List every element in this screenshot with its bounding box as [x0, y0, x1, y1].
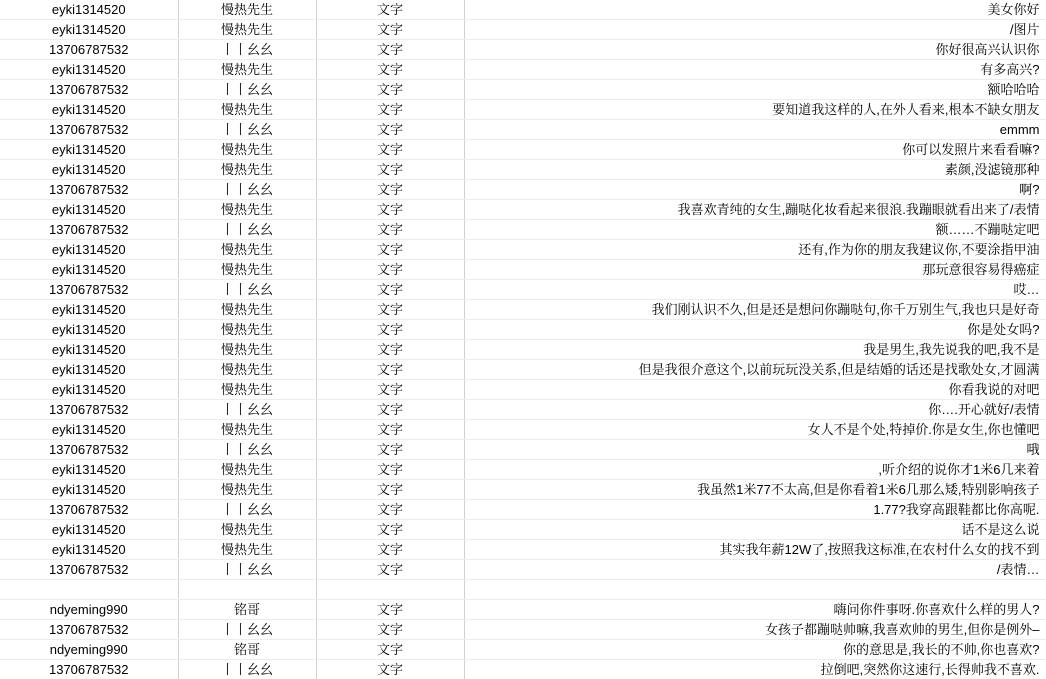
cell-nickname[interactable]: 慢热先生: [178, 360, 316, 380]
cell-message[interactable]: [464, 580, 1046, 600]
cell-msg-type[interactable]: 文字: [316, 180, 464, 200]
cell-nickname[interactable]: 丨丨幺幺: [178, 220, 316, 240]
cell-msg-type[interactable]: [316, 580, 464, 600]
cell-message[interactable]: 哎…: [464, 280, 1046, 300]
cell-msg-type[interactable]: 文字: [316, 60, 464, 80]
table-row[interactable]: [0, 580, 1046, 600]
cell-account[interactable]: eyki1314520: [0, 320, 178, 340]
cell-account[interactable]: 13706787532: [0, 120, 178, 140]
cell-message[interactable]: 1.77?我穿高跟鞋都比你高呢.: [464, 500, 1046, 520]
cell-message[interactable]: 你的意思是,我长的不帅,你也喜欢?: [464, 640, 1046, 660]
cell-msg-type[interactable]: 文字: [316, 280, 464, 300]
cell-message[interactable]: 你好很高兴认识你: [464, 40, 1046, 60]
cell-account[interactable]: eyki1314520: [0, 60, 178, 80]
cell-message[interactable]: 我虽然1米77不太高,但是你看着1米6几那么矮,特别影响孩子: [464, 480, 1046, 500]
cell-nickname[interactable]: 慢热先生: [178, 240, 316, 260]
table-row[interactable]: [0, 600, 1046, 620]
cell-message[interactable]: 你看我说的对吧: [464, 380, 1046, 400]
cell-nickname[interactable]: 铭哥: [178, 640, 316, 660]
table-row[interactable]: [0, 320, 1046, 340]
cell-account[interactable]: eyki1314520: [0, 360, 178, 380]
cell-msg-type[interactable]: 文字: [316, 160, 464, 180]
table-row[interactable]: [0, 220, 1046, 240]
cell-account[interactable]: ndyeming990: [0, 640, 178, 660]
cell-nickname[interactable]: 丨丨幺幺: [178, 560, 316, 580]
cell-nickname[interactable]: 慢热先生: [178, 420, 316, 440]
cell-nickname[interactable]: 铭哥: [178, 600, 316, 620]
cell-account[interactable]: eyki1314520: [0, 160, 178, 180]
cell-account[interactable]: 13706787532: [0, 40, 178, 60]
cell-nickname[interactable]: 慢热先生: [178, 340, 316, 360]
cell-message[interactable]: 嗨问你件事呀.你喜欢什么样的男人?: [464, 600, 1046, 620]
cell-account[interactable]: eyki1314520: [0, 540, 178, 560]
cell-msg-type[interactable]: 文字: [316, 140, 464, 160]
cell-account[interactable]: eyki1314520: [0, 340, 178, 360]
cell-nickname[interactable]: 慢热先生: [178, 540, 316, 560]
table-row[interactable]: [0, 160, 1046, 180]
cell-message[interactable]: emmm: [464, 120, 1046, 140]
cell-message[interactable]: 你是处女吗?: [464, 320, 1046, 340]
cell-message[interactable]: 女人不是个处,特掉价.你是女生,你也懂吧: [464, 420, 1046, 440]
table-row[interactable]: [0, 80, 1046, 100]
cell-message[interactable]: 女孩子都蹦哒帅嘛,我喜欢帅的男生,但你是例外–: [464, 620, 1046, 640]
cell-account[interactable]: eyki1314520: [0, 380, 178, 400]
table-row[interactable]: [0, 40, 1046, 60]
cell-nickname[interactable]: 丨丨幺幺: [178, 400, 316, 420]
cell-msg-type[interactable]: 文字: [316, 100, 464, 120]
cell-nickname[interactable]: 慢热先生: [178, 60, 316, 80]
cell-nickname[interactable]: 丨丨幺幺: [178, 120, 316, 140]
cell-msg-type[interactable]: 文字: [316, 0, 464, 20]
cell-msg-type[interactable]: 文字: [316, 40, 464, 60]
table-row[interactable]: [0, 520, 1046, 540]
cell-nickname[interactable]: 丨丨幺幺: [178, 620, 316, 640]
cell-msg-type[interactable]: 文字: [316, 340, 464, 360]
cell-nickname[interactable]: 慢热先生: [178, 140, 316, 160]
cell-message[interactable]: 美女你好: [464, 0, 1046, 20]
cell-msg-type[interactable]: 文字: [316, 640, 464, 660]
cell-account[interactable]: eyki1314520: [0, 300, 178, 320]
cell-account[interactable]: 13706787532: [0, 280, 178, 300]
table-row[interactable]: [0, 660, 1046, 679]
table-row[interactable]: [0, 640, 1046, 660]
cell-nickname[interactable]: 慢热先生: [178, 380, 316, 400]
cell-nickname[interactable]: 丨丨幺幺: [178, 180, 316, 200]
table-row[interactable]: [0, 400, 1046, 420]
cell-msg-type[interactable]: 文字: [316, 660, 464, 679]
cell-account[interactable]: eyki1314520: [0, 140, 178, 160]
cell-msg-type[interactable]: 文字: [316, 20, 464, 40]
cell-nickname[interactable]: 慢热先生: [178, 300, 316, 320]
table-row[interactable]: [0, 480, 1046, 500]
cell-nickname[interactable]: 慢热先生: [178, 20, 316, 40]
cell-msg-type[interactable]: 文字: [316, 300, 464, 320]
table-row[interactable]: [0, 300, 1046, 320]
cell-nickname[interactable]: 慢热先生: [178, 0, 316, 20]
cell-msg-type[interactable]: 文字: [316, 440, 464, 460]
cell-account[interactable]: [0, 580, 178, 600]
table-row[interactable]: [0, 620, 1046, 640]
cell-message[interactable]: ,听介绍的说你才1米6几来着: [464, 460, 1046, 480]
table-row[interactable]: [0, 200, 1046, 220]
cell-msg-type[interactable]: 文字: [316, 420, 464, 440]
cell-message[interactable]: 其实我年薪12W了,按照我这标准,在农村什么女的找不到: [464, 540, 1046, 560]
cell-msg-type[interactable]: 文字: [316, 480, 464, 500]
cell-msg-type[interactable]: 文字: [316, 120, 464, 140]
cell-nickname[interactable]: 慢热先生: [178, 460, 316, 480]
table-row[interactable]: [0, 180, 1046, 200]
table-row[interactable]: [0, 140, 1046, 160]
table-row[interactable]: [0, 260, 1046, 280]
table-row[interactable]: [0, 60, 1046, 80]
cell-message[interactable]: 额哈哈哈: [464, 80, 1046, 100]
cell-message[interactable]: /图片: [464, 20, 1046, 40]
cell-message[interactable]: 还有,作为你的朋友我建议你,不要涂指甲油: [464, 240, 1046, 260]
cell-account[interactable]: eyki1314520: [0, 520, 178, 540]
table-row[interactable]: [0, 20, 1046, 40]
cell-nickname[interactable]: 丨丨幺幺: [178, 280, 316, 300]
cell-msg-type[interactable]: 文字: [316, 380, 464, 400]
table-row[interactable]: [0, 280, 1046, 300]
cell-account[interactable]: 13706787532: [0, 400, 178, 420]
table-row[interactable]: [0, 460, 1046, 480]
cell-account[interactable]: 13706787532: [0, 560, 178, 580]
table-row[interactable]: [0, 360, 1046, 380]
table-row[interactable]: [0, 420, 1046, 440]
table-row[interactable]: [0, 240, 1046, 260]
cell-account[interactable]: eyki1314520: [0, 0, 178, 20]
cell-message[interactable]: 但是我很介意这个,以前玩玩没关系,但是结婚的话还是找歌处女,才圆满: [464, 360, 1046, 380]
cell-msg-type[interactable]: 文字: [316, 200, 464, 220]
cell-message[interactable]: 拉倒吧,突然你这速行,长得帅我不喜欢.: [464, 660, 1046, 679]
cell-message[interactable]: 那玩意很容易得癌症: [464, 260, 1046, 280]
cell-msg-type[interactable]: 文字: [316, 260, 464, 280]
cell-msg-type[interactable]: 文字: [316, 600, 464, 620]
cell-nickname[interactable]: 丨丨幺幺: [178, 80, 316, 100]
cell-msg-type[interactable]: 文字: [316, 540, 464, 560]
cell-msg-type[interactable]: 文字: [316, 620, 464, 640]
cell-account[interactable]: 13706787532: [0, 80, 178, 100]
cell-account[interactable]: 13706787532: [0, 660, 178, 679]
cell-msg-type[interactable]: 文字: [316, 560, 464, 580]
table-row[interactable]: [0, 380, 1046, 400]
cell-message[interactable]: 哦: [464, 440, 1046, 460]
cell-message[interactable]: 额……不蹦哒定吧: [464, 220, 1046, 240]
cell-msg-type[interactable]: 文字: [316, 460, 464, 480]
table-row[interactable]: [0, 540, 1046, 560]
cell-message[interactable]: 我是男生,我先说我的吧,我不是: [464, 340, 1046, 360]
cell-nickname[interactable]: 丨丨幺幺: [178, 440, 316, 460]
table-row[interactable]: [0, 560, 1046, 580]
table-row[interactable]: [0, 120, 1046, 140]
cell-account[interactable]: eyki1314520: [0, 480, 178, 500]
cell-msg-type[interactable]: 文字: [316, 360, 464, 380]
cell-nickname[interactable]: 丨丨幺幺: [178, 40, 316, 60]
cell-account[interactable]: 13706787532: [0, 440, 178, 460]
table-row[interactable]: [0, 0, 1046, 20]
table-row[interactable]: [0, 340, 1046, 360]
cell-message[interactable]: 你可以发照片来看看嘛?: [464, 140, 1046, 160]
cell-account[interactable]: eyki1314520: [0, 240, 178, 260]
cell-message[interactable]: 要知道我这样的人,在外人看来,根本不缺女朋友: [464, 100, 1046, 120]
cell-msg-type[interactable]: 文字: [316, 520, 464, 540]
cell-msg-type[interactable]: 文字: [316, 500, 464, 520]
cell-account[interactable]: eyki1314520: [0, 260, 178, 280]
cell-nickname[interactable]: 慢热先生: [178, 320, 316, 340]
cell-nickname[interactable]: 丨丨幺幺: [178, 660, 316, 679]
cell-msg-type[interactable]: 文字: [316, 400, 464, 420]
cell-message[interactable]: 话不是这么说: [464, 520, 1046, 540]
cell-nickname[interactable]: 慢热先生: [178, 480, 316, 500]
cell-message[interactable]: 我们刚认识不久,但是还是想问你蹦哒句,你千万别生气,我也只是好奇: [464, 300, 1046, 320]
cell-nickname[interactable]: 慢热先生: [178, 200, 316, 220]
cell-account[interactable]: ndyeming990: [0, 600, 178, 620]
cell-nickname[interactable]: 慢热先生: [178, 160, 316, 180]
cell-message[interactable]: 我喜欢青纯的女生,蹦哒化妆看起来很浪.我蹦眼就看出来了/表情: [464, 200, 1046, 220]
cell-msg-type[interactable]: 文字: [316, 220, 464, 240]
table-row[interactable]: [0, 100, 1046, 120]
cell-nickname[interactable]: 慢热先生: [178, 520, 316, 540]
cell-nickname[interactable]: 慢热先生: [178, 100, 316, 120]
table-row[interactable]: [0, 500, 1046, 520]
cell-nickname[interactable]: [178, 580, 316, 600]
cell-message[interactable]: /表情…: [464, 560, 1046, 580]
cell-msg-type[interactable]: 文字: [316, 240, 464, 260]
cell-account[interactable]: 13706787532: [0, 500, 178, 520]
cell-account[interactable]: 13706787532: [0, 620, 178, 640]
cell-account[interactable]: eyki1314520: [0, 420, 178, 440]
cell-message[interactable]: 你….开心就好/表情: [464, 400, 1046, 420]
cell-message[interactable]: 素颜,没滤镜那种: [464, 160, 1046, 180]
cell-account[interactable]: 13706787532: [0, 180, 178, 200]
cell-nickname[interactable]: 慢热先生: [178, 260, 316, 280]
cell-msg-type[interactable]: 文字: [316, 320, 464, 340]
cell-account[interactable]: 13706787532: [0, 220, 178, 240]
cell-account[interactable]: eyki1314520: [0, 460, 178, 480]
cell-account[interactable]: eyki1314520: [0, 100, 178, 120]
table-row[interactable]: [0, 440, 1046, 460]
cell-account[interactable]: eyki1314520: [0, 20, 178, 40]
cell-nickname[interactable]: 丨丨幺幺: [178, 500, 316, 520]
cell-account[interactable]: eyki1314520: [0, 200, 178, 220]
cell-msg-type[interactable]: 文字: [316, 80, 464, 100]
cell-message[interactable]: 啊?: [464, 180, 1046, 200]
cell-message[interactable]: 有多高兴?: [464, 60, 1046, 80]
